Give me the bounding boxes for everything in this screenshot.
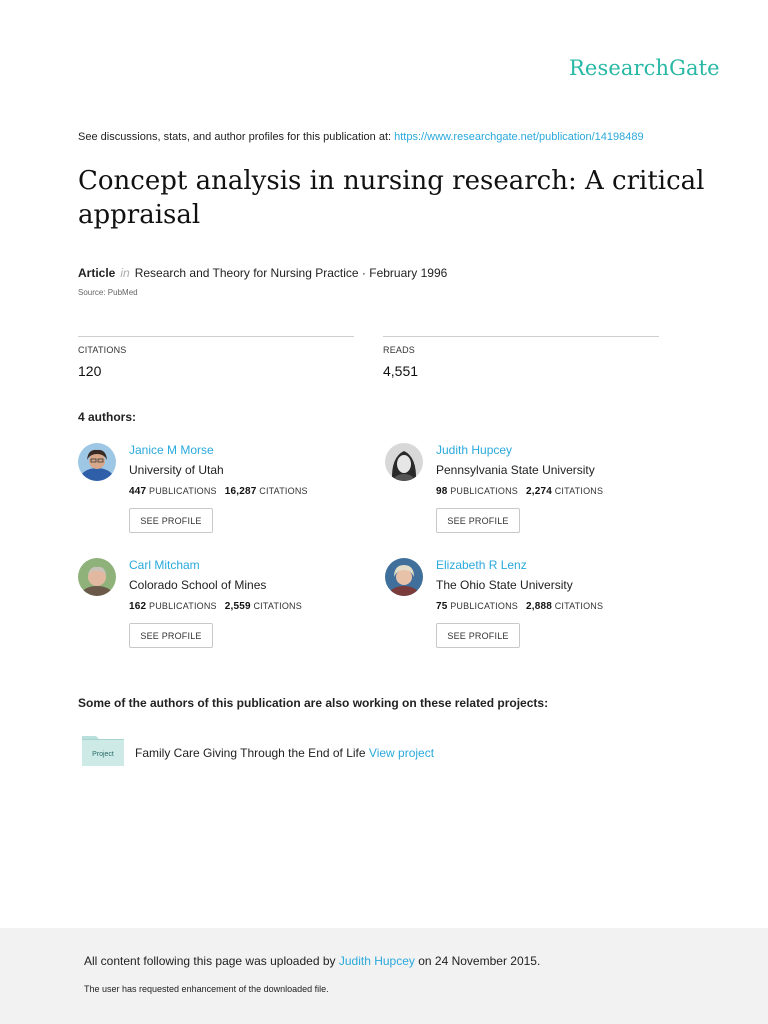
citations-count: 2,274 xyxy=(525,486,553,497)
author-name[interactable]: Elizabeth R Lenz xyxy=(436,558,527,572)
author-stats xyxy=(436,601,603,612)
related-projects-heading: Some of the authors of this publication are also working on these related projects: xyxy=(78,696,549,710)
publication-meta xyxy=(78,266,447,280)
uploader-link[interactable]: Judith Hupcey xyxy=(338,954,415,968)
author-card xyxy=(385,443,685,553)
author-avatar[interactable] xyxy=(78,558,116,596)
project-title: Family Care Giving Through the End of Life xyxy=(135,746,366,760)
citations-count: 2,888 xyxy=(525,601,553,612)
citations-stat xyxy=(78,336,354,379)
project-folder-icon xyxy=(82,734,124,766)
publication-venue: Research and Theory for Nursing Practice · February 1996 xyxy=(134,266,448,280)
author-avatar[interactable] xyxy=(385,558,423,596)
publications-count: 75 xyxy=(436,601,448,612)
see-profile-button[interactable]: SEE PROFILE xyxy=(436,508,520,533)
author-card xyxy=(385,558,685,668)
enhancement-note: The user has requested enhancement of the downloaded file. xyxy=(84,984,329,994)
publication-url-link[interactable]: https://www.researchgate.net/publication/14198489 xyxy=(394,131,644,143)
upload-prefix: All content following this page was uploaded by xyxy=(84,954,339,968)
upload-suffix: on 24 November 2015. xyxy=(414,954,541,968)
citations-count: 16,287 xyxy=(224,486,257,497)
related-project xyxy=(135,746,434,760)
publication-type: Article xyxy=(78,266,116,280)
see-profile-button[interactable]: SEE PROFILE xyxy=(436,623,520,648)
author-card xyxy=(78,558,378,668)
citations-label: CITATIONS xyxy=(253,601,302,611)
author-stats xyxy=(129,486,308,497)
reads-value: 4,551 xyxy=(383,363,419,379)
author-avatar[interactable] xyxy=(385,443,423,481)
see-profile-button[interactable]: SEE PROFILE xyxy=(129,623,213,648)
publication-title: Concept analysis in nursing research: A critical appraisal xyxy=(78,166,705,230)
citations-label: CITATIONS xyxy=(554,601,604,611)
citations-value: 120 xyxy=(78,363,102,379)
publications-count: 98 xyxy=(436,486,448,497)
in-label: in xyxy=(120,266,130,280)
project-icon-label: Project xyxy=(92,751,114,758)
citations-label: CITATIONS xyxy=(259,486,308,496)
authors-heading: 4 authors: xyxy=(78,410,137,424)
author-card xyxy=(78,443,378,553)
publications-count: 162 xyxy=(129,601,147,612)
author-stats xyxy=(129,601,302,612)
citations-count: 2,559 xyxy=(224,601,251,612)
discussion-text: See discussions, stats, and author profiles for this publication at: xyxy=(78,131,395,143)
reads-stat xyxy=(383,336,659,379)
author-institution: Colorado School of Mines xyxy=(129,578,267,592)
author-institution: Pennsylvania State University xyxy=(436,463,595,477)
reads-label: READS xyxy=(383,345,416,355)
publications-count: 447 xyxy=(129,486,147,497)
author-institution: University of Utah xyxy=(129,463,224,477)
author-name[interactable]: Janice M Morse xyxy=(129,443,214,457)
author-institution: The Ohio State University xyxy=(436,578,573,592)
author-name[interactable]: Carl Mitcham xyxy=(129,558,200,572)
see-profile-button[interactable]: SEE PROFILE xyxy=(129,508,213,533)
publications-label: PUBLICATIONS xyxy=(450,601,518,611)
citations-label: CITATIONS xyxy=(554,486,604,496)
author-stats xyxy=(436,486,603,497)
author-avatar[interactable] xyxy=(78,443,116,481)
publications-label: PUBLICATIONS xyxy=(450,486,518,496)
researchgate-logo[interactable]: ResearchGate xyxy=(569,56,720,80)
footer-panel xyxy=(0,928,768,1024)
citations-label: CITATIONS xyxy=(78,345,127,355)
author-name[interactable]: Judith Hupcey xyxy=(436,443,513,457)
publication-source: Source: PubMed xyxy=(78,288,138,297)
upload-note xyxy=(84,954,540,968)
publications-label: PUBLICATIONS xyxy=(149,486,217,496)
view-project-link[interactable]: View project xyxy=(368,746,435,760)
publications-label: PUBLICATIONS xyxy=(149,601,217,611)
discussion-note xyxy=(78,131,644,143)
